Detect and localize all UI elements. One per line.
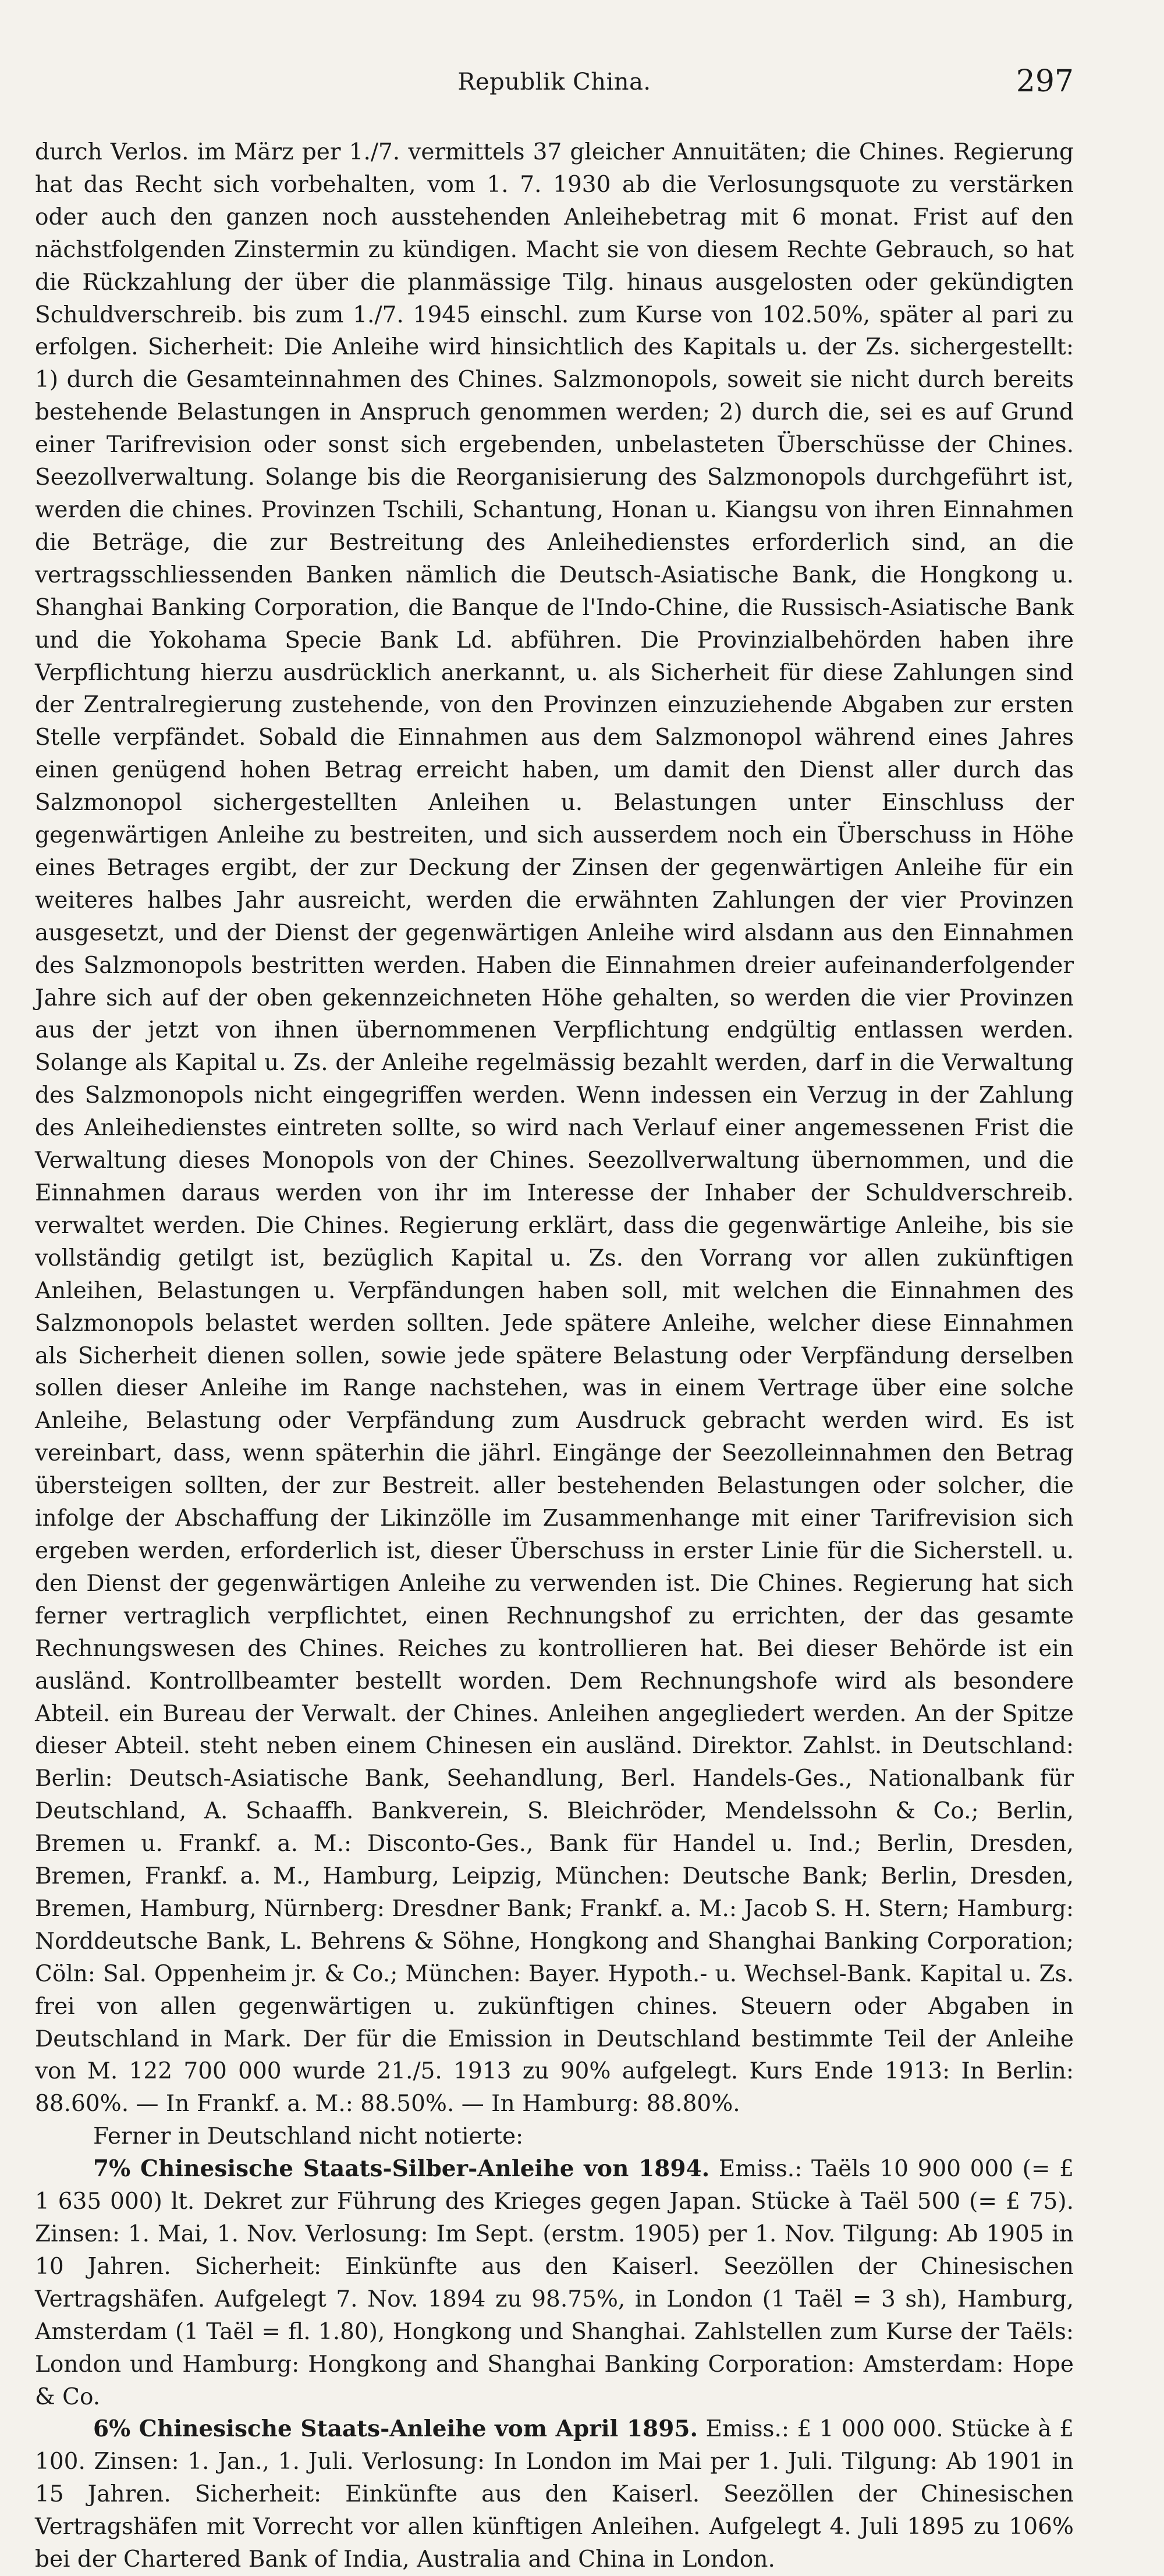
paragraph-state-loan-1895 bbox=[35, 2413, 1074, 2576]
paragraph-not-listed-intro: Ferner in Deutschland nicht notierte: bbox=[93, 2123, 524, 2150]
issue-title-1895: 6% Chinesische Staats-Anleihe vom April 1895. bbox=[93, 2415, 698, 2443]
running-title: Republik China. bbox=[457, 69, 651, 95]
paragraph-silver-loan-1894 bbox=[35, 2153, 1074, 2413]
issue-title-1894: 7% Chinesische Staats-Silber-Anleihe von 1894. bbox=[93, 2155, 710, 2183]
paragraph-loan-terms: durch Verlos. im März per 1./7. vermittels 37 gleicher Annuitäten; die Chines. Regierung hat das Recht sich vorbehalten, vom 1. 7. 1930 ab die Verlosungsquote zu verstärken oder auch den ganzen noch ausstehenden Anleihebetrag mit 6 monat. Frist auf den nächstfolgenden Zinstermin zu kündigen. Macht sie von diesem Rechte Gebrauch, so hat die Rückzahlung der über die planmässige Tilg. hinaus ausgelosten oder gekündigten Schuldverschreib. bis zum 1./7. 1945 einschl. zum Kurse von 102.50%, später al pari zu erfolgen. Sicherheit: Die Anleihe wird hinsichtlich des Kapitals u. der Zs. sichergestellt: 1) durch die Gesamteinnahmen des Chines. Salzmonopols, soweit sie nicht durch bereits bestehende Belastungen in Anspruch genommen werden; 2) durch die, sei es auf Grund einer Tarifrevision oder sonst sich ergebenden, unbelasteten Überschüsse der Chines. Seezollverwaltung. Solange bis die Reorganisierung des Salzmonopols durchgeführt ist, werden die chines. Provinzen Tschili, Schantung, Honan u. Kiangsu von ihren Einnahmen die Beträge, die zur Bestreitung des Anleihedienstes erforderlich sind, an die vertragsschliessenden Banken nämlich die Deutsch-Asiatische Bank, die Hongkong u. Shanghai Banking Corporation, die Banque de l'Indo-Chine, die Russisch-Asiatische Bank und die Yokohama Specie Bank Ld. abführen. Die Provinzialbehörden haben ihre Verpflichtung hierzu ausdrücklich anerkannt, u. als Sicherheit für diese Zahlungen sind der Zentralregierung zustehende, von den Provinzen einzuziehende Abgaben zur ersten Stelle verpfändet. Sobald die Einnahmen aus dem Salzmonopol während eines Jahres einen genügend hohen Betrag erreicht haben, um damit den Dienst aller durch das Salzmonopol sichergestellten Anleihen u. Belastungen unter Einschluss der gegenwärtigen Anleihe zu bestreiten, und sich ausserdem noch ein Überschuss in Höhe eines Betrages ergibt, der zur Deckung der Zinsen der gegenwärtigen Anleihe für ein weiteres halbes Jahr ausreicht, werden die erwähnten Zahlungen der vier Provinzen ausgesetzt, und der Dienst der gegenwärtigen Anleihe wird alsdann aus den Einnahmen des Salzmonopols bestritten werden. Haben die Einnahmen dreier aufeinanderfolgender Jahre sich auf der oben gekennzeichneten Höhe gehalten, so werden die vier Provinzen aus der jetzt von ihnen übernommenen Verpflichtung endgültig entlassen werden. Solange als Kapital u. Zs. der Anleihe regelmässig bezahlt werden, darf in die Verwaltung des Salzmonopols nicht eingegriffen werden. Wenn indessen ein Verzug in der Zahlung des Anleihedienstes eintreten sollte, so wird nach Verlauf einer angemessenen Frist die Verwaltung dieses Monopols von der Chines. Seezollverwaltung übernommen, und die Einnahmen daraus werden von ihr im Interesse der Inhaber der Schuldverschreib. verwaltet werden. Die Chines. Regierung erklärt, dass die gegenwärtige Anleihe, bis sie vollständig getilgt ist, bezüglich Kapital u. Zs. den Vorrang vor allen zukünftigen Anleihen, Belastungen u. Verpfändungen haben soll, mit welchen die Einnahmen des Salzmonopols belastet werden sollten. Jede spätere Anleihe, welcher diese Einnahmen als Sicherheit dienen sollen, sowie jede spätere Belastung oder Verpfändung derselben sollen dieser Anleihe im Range nachstehen, was in einem Vertrage über eine solche Anleihe, Belastung oder Verpfändung zum Ausdruck gebracht werden wird. Es ist vereinbart, dass, wenn späterhin die jährl. Eingänge der Seezolleinnahmen den Betrag übersteigen sollten, der zur Bestreit. aller bestehenden Belastungen oder solcher, die infolge der Abschaffung der Likinzölle im Zusammenhange mit einer Tarifrevision sich ergeben werden, erforderlich ist, dieser Überschuss in erster Linie für die Sicherstell. u. den Dienst der gegenwärtigen Anleihe zu verwenden ist. Die Chines. Regierung hat sich ferner vertraglich verpflichtet, einen Rechnungshof zu errichten, der das gesamte Rechnungswesen des Chines. Reiches zu kontrollieren hat. Bei dieser Behörde ist ein ausländ. Kontrollbeamter bestellt worden. Dem Rechnungshofe wird als besondere Abteil. ein Bureau der Verwalt. der Chines. Anleihen angegliedert werden. An der Spitze dieser Abteil. steht neben einem Chinesen ein ausländ. Direktor. Zahlst. in Deutschland: Berlin: Deutsch-Asiatische Bank, Seehandlung, Berl. Handels-Ges., Nationalbank für Deutschland, A. Schaaffh. Bankverein, S. Bleichröder, Mendelssohn & Co.; Berlin, Bremen u. Frankf. a. M.: Disconto-Ges., Bank für Handel u. Ind.; Berlin, Dresden, Bremen, Frankf. a. M., Hamburg, Leipzig, München: Deutsche Bank; Berlin, Dresden, Bremen, Hamburg, Nürnberg: Dresdner Bank; Frankf. a. M.: Jacob S. H. Stern; Hamburg: Norddeutsche Bank, L. Behrens & Söhne, Hongkong and Shanghai Banking Corporation; Cöln: Sal. Oppenheim jr. & Co.; München: Bayer. Hypoth.- u. Wechsel-Bank. Kapital u. Zs. frei von allen gegenwärtigen u. zukünftigen chines. Steuern oder Abgaben in Deutschland in Mark. Der für die Emission in Deutschland bestimmte Teil der Anleihe von M. 122 700 000 wurde 21./5. 1913 zu 90% aufgelegt. Kurs Ende 1913: In Berlin: 88.60%. — In Frankf. a. M.: 88.50%. — In Hamburg: 88.80%. bbox=[35, 139, 1074, 2117]
issue-text-1894: Emiss.: Taëls 10 900 000 (= £ 1 635 000) lt. Dekret zur Führung des Krieges gegen Japan. Stücke à Taël 500 (= £ 75). Zinsen: 1. Mai, 1. Nov. Verlosung: Im Sept. (erstm. 1905) per 1. Nov. Tilgung: Ab 1905 in 10 Jahren. Sicherheit: Einkünfte aus den Kaiserl. Seezöllen der Chinesischen Vertragshäfen. Aufgelegt 7. Nov. 1894 zu 98.75%, in London (1 Taël = 3 sh), Hamburg, Amsterdam (1 Taël = fl. 1.80), Hongkong und Shanghai. Zahlstellen zum Kurse der Taëls: London und Hamburg: Hongkong and Shanghai Banking Corporation: Amsterdam: Hope & Co. bbox=[35, 2156, 1074, 2410]
page-header bbox=[35, 64, 1074, 111]
page-number: 297 bbox=[1016, 64, 1074, 99]
body-text bbox=[35, 136, 1074, 2576]
issue-text-1895: Emiss.: £ 1 000 000. Stücke à £ 100. Zinsen: 1. Jan., 1. Juli. Verlosung: In London im Mai per 1. Juli. Tilgung: Ab 1901 in 15 Jahren. Sicherheit: Einkünfte aus den Kaiserl. Seezöllen der Chinesischen Vertragshäfen mit Vorrecht vor allen künftigen Anleihen. Aufgelegt 4. Juli 1895 zu 106% bei der Chartered Bank of India, Australia and China in London. bbox=[35, 2416, 1074, 2573]
